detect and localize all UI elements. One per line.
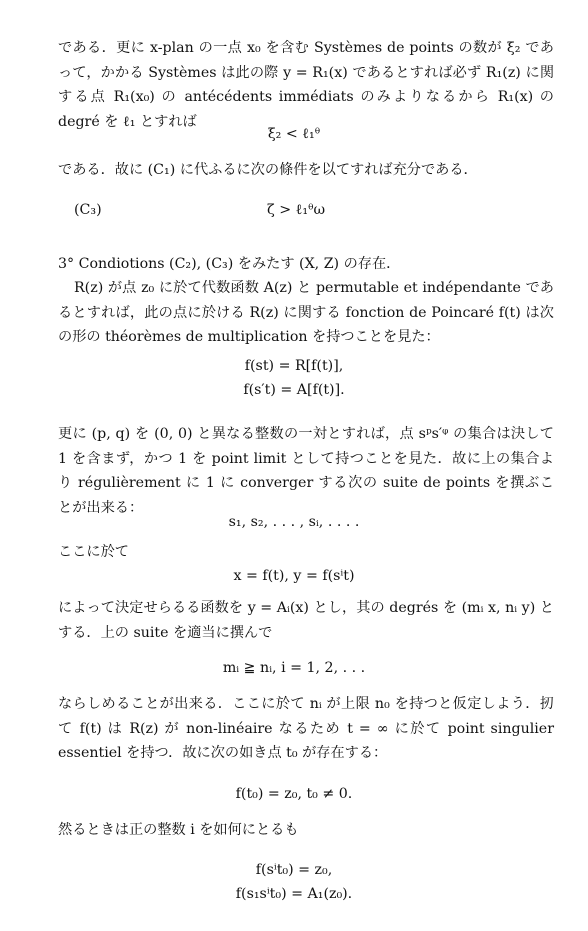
condition-c3-equation: ζ > ℓ₁ᶿω [267, 202, 326, 218]
equation-fsit0: f(sⁱt₀) = z₀, [255, 862, 333, 878]
paragraph-singular-point: ならしめることが出来る．ここに於て nᵢ が上限 n₀ を持つと仮定しよう．扨て f(t) は R(z) が non-linéaire なるため t = ∞ に於て point singulier essentiel を持つ．故に次の如き点 t₀ が存在する： [58, 696, 554, 761]
section-heading: 3° Condiotions (C₂), (C₃) をみたす (X, Z) の存在． [58, 256, 401, 272]
paragraph-degrees: によって決定せらるる函数を y = Aᵢ(x) とし，其の degrés を (mᵢ x, nᵢ y) とする．上の suite を適当に撰んで [58, 600, 554, 641]
condition-c3-label: (C₃) [74, 202, 102, 218]
equation-xi2-inequality: ξ₂ < ℓ₁ᶿ [267, 126, 321, 142]
paragraph-poincare: R(z) が点 z₀ に於て代数函数 A(z) と permutable et indépendante であるとすれば，此の点に於ける R(z) に関する fonction de Poincaré f(t) は次の形の théorèmes de multiplication を持つことを見た： [58, 280, 554, 345]
equation-suite-points: s₁, s₂, . . . , sᵢ, . . . . [228, 514, 360, 530]
paragraph-point-set: 更に (p, q) を (0, 0) と異なる整数の一対とすれば，点 sᵖs′ᵠ の集合は決して 1 を含まず，かつ 1 を point limit として持つことを見た．故に上の集合より régulièrement に 1 に converger する次の suite de points を撰ぶことが出来る： [58, 426, 554, 516]
equation-multiplication-a: f(s′t) = A[f(t)]. [243, 382, 345, 398]
equation-degree-condition: mᵢ ≧ nᵢ, i = 1, 2, . . . [222, 660, 366, 676]
equation-fs1sit0: f(s₁sⁱt₀) = A₁(z₀). [235, 886, 353, 902]
paragraph-positive-integer: 然るときは正の整数 i を如何にとるも [58, 822, 299, 838]
equation-t0: f(t₀) = z₀, t₀ ≠ 0. [235, 786, 353, 802]
equation-multiplication-r: f(st) = R[f(t)], [244, 358, 344, 374]
paragraph-condition-c1: である．故に (C₁) に代ふるに次の條件を以てすれば充分である． [58, 162, 478, 178]
paragraph-intro: である．更に x-plan の一点 x₀ を含む Systèmes de points の数が ξ₂ であって，かかる Systèmes は此の際 y = R₁(x) であるとすれば必ず R₁(z) に関する点 R₁(x₀) の antécédents immédiats のみよりなるから R₁(x) の degré を ℓ₁ とすれば [58, 40, 555, 130]
equation-x-y-definition: x = f(t), y = f(sⁱt) [233, 568, 355, 584]
paragraph-here: ここに於て [58, 544, 129, 560]
